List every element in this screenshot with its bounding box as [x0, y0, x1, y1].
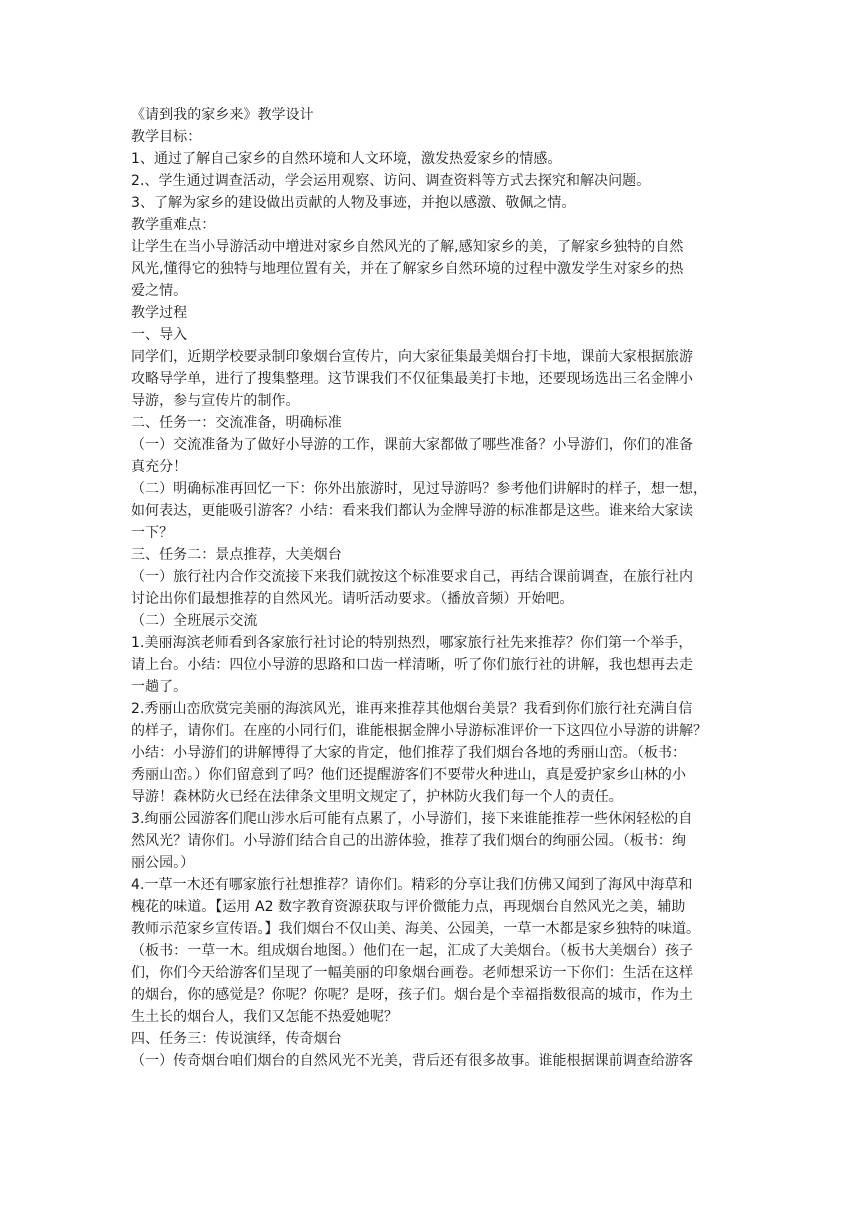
text-line: 《请到我的家乡来》教学设计: [131, 107, 314, 123]
text-line: 同学们，近期学校要录制印象烟台宣传片，向大家征集最美烟台打卡地，课前大家根据旅游: [131, 349, 693, 365]
text-line: 然风光？请你们。小导游们结合自己的出游体验，推荐了我们烟台的绚丽公园。（板书：绚: [131, 833, 686, 849]
text-line: 教师示范家乡宣传语。】我们烟台不仅山美、海美、公园美，一草一木都是家乡独特的味道。: [131, 921, 701, 937]
text-line: 讨论出你们最想推荐的自然风光。请听活动要求。（播放音频）开始吧。: [131, 591, 574, 607]
text-line: 们，你们今天给游客们呈现了一幅美丽的印象烟台画卷。老师想采访一下你们：生活在这样: [131, 965, 693, 981]
text-line: 的烟台，你的感觉是？你呢？你呢？是呀，孩子们。烟台是个幸福指数很高的城市，作为土: [131, 987, 693, 1003]
text-line: 真充分！: [131, 459, 188, 475]
text-line: 二、任务一：交流准备，明确标准: [131, 415, 342, 431]
text-line: （板书：一草一木。组成烟台地图。）他们在一起，汇成了大美烟台。（板书大美烟台）孩子: [131, 943, 694, 959]
text-line: 槐花的味道。【运用 A2 数字教育资源获取与评价微能力点，再现烟台自然风光之美，辅助: [131, 899, 686, 915]
text-line: 让学生在当小导游活动中增进对家乡自然风光的了解,感知家乡的美，了解家乡独特的自然: [131, 239, 684, 255]
text-line: 攻略导学单，进行了搜集整理。这节课我们不仅征集最美打卡地，还要现场选出三名金牌小: [131, 371, 693, 387]
text-line: （二）全班展示交流: [131, 613, 258, 629]
text-line: 1.美丽海滨老师看到各家旅行社讨论的特别热烈，哪家旅行社先来推荐？你们第一个举手，: [131, 635, 693, 651]
text-line: 秀丽山峦。）你们留意到了吗？他们还提醒游客们不要带火种进山，真是爱护家乡山林的小: [131, 767, 686, 783]
text-line: 2.秀丽山峦欣赏完美丽的海滨风光，谁再来推荐其他烟台美景？我看到你们旅行社充满自信: [131, 701, 693, 717]
text-line: 的样子，请你们。在座的小同行们，谁能根据金牌小导游标准评价一下这四位小导游的讲解？: [131, 723, 708, 739]
text-line: 导游，参与宣传片的制作。: [131, 393, 300, 409]
text-line: 四、任务三：传说演绎，传奇烟台: [131, 1031, 342, 1047]
text-line: （一）传奇烟台咱们烟台的自然风光不光美，背后还有很多故事。谁能根据课前调查给游客: [131, 1053, 693, 1069]
text-line: 2.、学生通过调查活动，学会运用观察、访问、调查资料等方式去探究和解决问题。: [131, 173, 651, 189]
text-line: 3.绚丽公园游客们爬山涉水后可能有点累了，小导游们，接下来谁能推荐一些休闲轻松的自: [131, 811, 693, 827]
text-line: 一下？: [131, 525, 174, 541]
text-line: 风光,懂得它的独特与地理位置有关，并在了解家乡自然环境的过程中激发学生对家乡的热: [131, 261, 684, 277]
text-line: 小结：小导游们的讲解博得了大家的肯定，他们推荐了我们烟台各地的秀丽山峦。（板书：: [131, 745, 686, 761]
text-line: 一趟了。: [131, 679, 188, 695]
text-line: 爱之情。: [131, 283, 188, 299]
text-line: 教学目标：: [131, 129, 202, 145]
text-line: 请上台。小结：四位小导游的思路和口齿一样清晰，听了你们旅行社的讲解，我也想再去走: [131, 657, 693, 673]
text-line: （二）明确标准再回忆一下：你外出旅游时，见过导游吗？参考他们讲解时的样子，想一想，: [131, 481, 708, 497]
text-line: 三、任务二：景点推荐，大美烟台: [131, 547, 342, 563]
text-line: 4.一草一木还有哪家旅行社想推荐？请你们。精彩的分享让我们仿佛又闻到了海风中海草和: [131, 877, 693, 893]
text-line: （一）旅行社内合作交流接下来我们就按这个标准要求自己，再结合课前调查，在旅行社内: [131, 569, 693, 585]
text-line: 丽公园。）: [131, 855, 195, 871]
text-line: 教学重难点：: [131, 217, 216, 233]
text-line: （一）交流准备为了做好小导游的工作，课前大家都做了哪些准备？小导游们，你们的准备: [131, 437, 693, 453]
document-page: [131, 104, 731, 1072]
text-line: 导游！森林防火已经在法律条文里明文规定了，护林防火我们每一个人的责任。: [131, 789, 623, 805]
text-line: 一、导入: [131, 327, 188, 343]
text-line: 1、通过了解自己家乡的自然环境和人文环境，激发热爱家乡的情感。: [131, 151, 562, 167]
text-line: 如何表达，更能吸引游客？小结：看来我们都认为金牌导游的标准都是这些。谁来给大家读: [131, 503, 693, 519]
text-line: 生土长的烟台人，我们又怎能不热爱她呢？: [131, 1009, 398, 1025]
text-line: 3、了解为家乡的建设做出贡献的人物及事迹，并抱以感激、敬佩之情。: [131, 195, 576, 211]
text-line: 教学过程: [131, 305, 188, 321]
